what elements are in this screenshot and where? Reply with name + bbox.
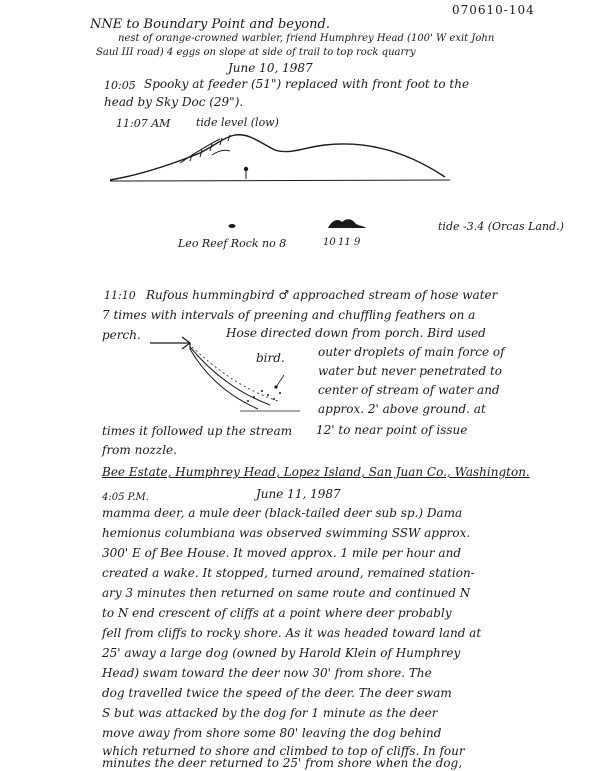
entry2-line-c-left: perch. [102, 328, 141, 342]
entry2-line-e: from nozzle. [102, 443, 177, 457]
entry3-line-12: move away from shore some 80' leaving the dog behind [102, 726, 442, 740]
rocks-sketch [220, 212, 380, 236]
bird-label: bird. [256, 351, 285, 365]
entry3-time: 4:05 P.M. [102, 492, 149, 503]
entry2-line-a: Rufous hummingbird ♂ approached stream of hose water [146, 288, 498, 302]
entry2-right-line-4: approx. 2' above ground. at [318, 402, 486, 416]
entry1-line-1107: tide level (low) [196, 116, 279, 129]
shoreline-sketch [100, 125, 460, 195]
entry3-line-1: mamma deer, a mule deer (black-tailed deer sub sp.) Dama [102, 506, 463, 520]
entry3-line-2: hemionus columbiana was observed swimming SSW approx. [102, 526, 471, 540]
tide-reading: tide -3.4 (Orcas Land.) [438, 220, 564, 233]
entry3-heading: Bee Estate, Humphrey Head, Lopez Island, San Juan Co., Washington. [102, 465, 530, 479]
entry3-date: June 11, 1987 [256, 487, 341, 501]
entry2-time: 11:10 [104, 289, 136, 302]
entry2-right-line-3: center of stream of water and [318, 383, 500, 397]
hose-sketch [150, 335, 320, 415]
rock-number-11: 11 [338, 237, 351, 248]
entry1-time-1107: 11:07 AM [116, 117, 171, 130]
entry3-line-7: fell from cliffs to rocky shore. As it was headed toward land at [102, 626, 482, 640]
entry2-line-b: 7 times with intervals of preening and chuffling feathers on a [102, 308, 476, 322]
entry3-line-4: created a wake. It stopped, turned around, remained station- [102, 566, 475, 580]
entry1-line-1005b: head by Sky Doc (29"). [104, 95, 244, 109]
rock-label: Leo Reef Rock no 8 [178, 237, 287, 250]
rock-number-9: 9 [354, 237, 361, 248]
entry2-line-c-right: Hose directed down from porch. Bird used [226, 326, 486, 340]
entry1-date: June 10, 1987 [228, 61, 313, 75]
entry3-line-6: to N end crescent of cliffs at a point where deer probably [102, 606, 452, 620]
entry3-line-8: 25' away a large dog (owned by Harold Klein of Humphrey [102, 646, 461, 660]
entry2-line-d-left: times it followed up the stream [102, 424, 293, 438]
entry3-line-5: ary 3 minutes then returned on same route and continued N [102, 586, 471, 600]
entry3-line-3: 300' E of Bee House. It moved approx. 1 mile per hour and [102, 546, 461, 560]
entry3-line-13: which returned to shore and climbed to top of cliffs. In four [102, 744, 465, 758]
entry3-line-9: Head) swam toward the deer now 30' from shore. The [102, 666, 432, 680]
entry2-right-line-1: outer droplets of main force of [318, 345, 505, 359]
entry3-line-11: S but was attacked by the dog for 1 minute as the deer [102, 706, 438, 720]
entry1-title: NNE to Boundary Point and beyond. [90, 17, 330, 32]
entry1-line-1005a: Spooky at feeder (51") replaced with front foot to the [144, 77, 470, 91]
entry1-time-1005: 10:05 [104, 79, 136, 92]
entry1-line-2: Saul III road) 4 eggs on slope at side of trail to top rock quarry [96, 47, 416, 58]
entry2-line-d-right: 12' to near point of issue [316, 423, 468, 437]
rock-number-10: 10 [323, 237, 336, 248]
entry2-right-line-2: water but never penetrated to [318, 364, 503, 378]
entry3-line-10: dog travelled twice the speed of the deer. The deer swam [102, 686, 452, 700]
entry1-line-1: nest of orange-crowned warbler, friend Humphrey Head (100' W exit John [118, 33, 495, 44]
entry3-line-14: minutes the deer returned to 25' from shore when the dog, [102, 756, 463, 770]
document-id: 070610-104 [452, 3, 535, 17]
